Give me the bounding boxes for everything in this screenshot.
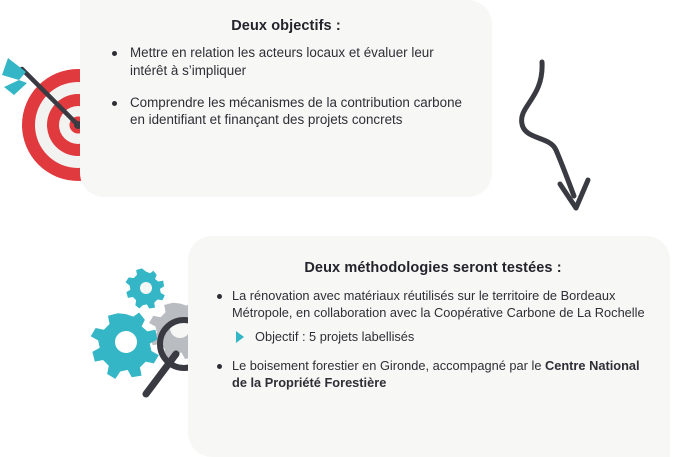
bullet-dot-icon: [217, 294, 222, 299]
methodology-item-text: Le boisement forestier en Gironde, accompagné par le: [232, 357, 545, 373]
list-item: [212, 288, 654, 346]
chevron-right-icon: [234, 330, 248, 344]
bullet-dot-icon: [217, 364, 222, 369]
methodology-sub-item: [234, 329, 654, 346]
objective-item-text: Mettre en relation les acteurs locaux et évaluer leur intérêt à s’impliquer: [130, 45, 434, 78]
list-item: [102, 94, 470, 130]
objectives-title: Deux objectifs :: [231, 18, 341, 34]
methodologies-card: [188, 236, 670, 457]
gear-large-blue: [91, 312, 159, 378]
methodologies-title: Deux méthodologies seront testées :: [304, 260, 562, 276]
gear-small-blue: [126, 268, 165, 308]
methodologies-list: [212, 288, 654, 391]
bullet-dot-icon: [112, 101, 117, 106]
objectives-list: [102, 44, 470, 129]
methodology-item-text: La rénovation avec matériaux réutilisés sur le territoire de Bordeaux Métropole, en collaboration avec la Coopérative Carbone de La Rochelle: [232, 288, 645, 320]
list-item: [102, 44, 470, 80]
curved-arrow-icon: [510, 58, 625, 218]
bullet-dot-icon: [112, 51, 117, 56]
methodology-sub-item-text: Objectif : 5 projets labellisés: [255, 328, 415, 344]
list-item: [212, 358, 654, 392]
methodology-item-highlight: Centre National de la Propriété Forestière: [232, 357, 640, 390]
objective-item-text: Comprendre les mécanismes de la contribution carbone en identifiant et finançant des projets concrets: [130, 94, 462, 128]
objectives-card: [80, 0, 492, 197]
